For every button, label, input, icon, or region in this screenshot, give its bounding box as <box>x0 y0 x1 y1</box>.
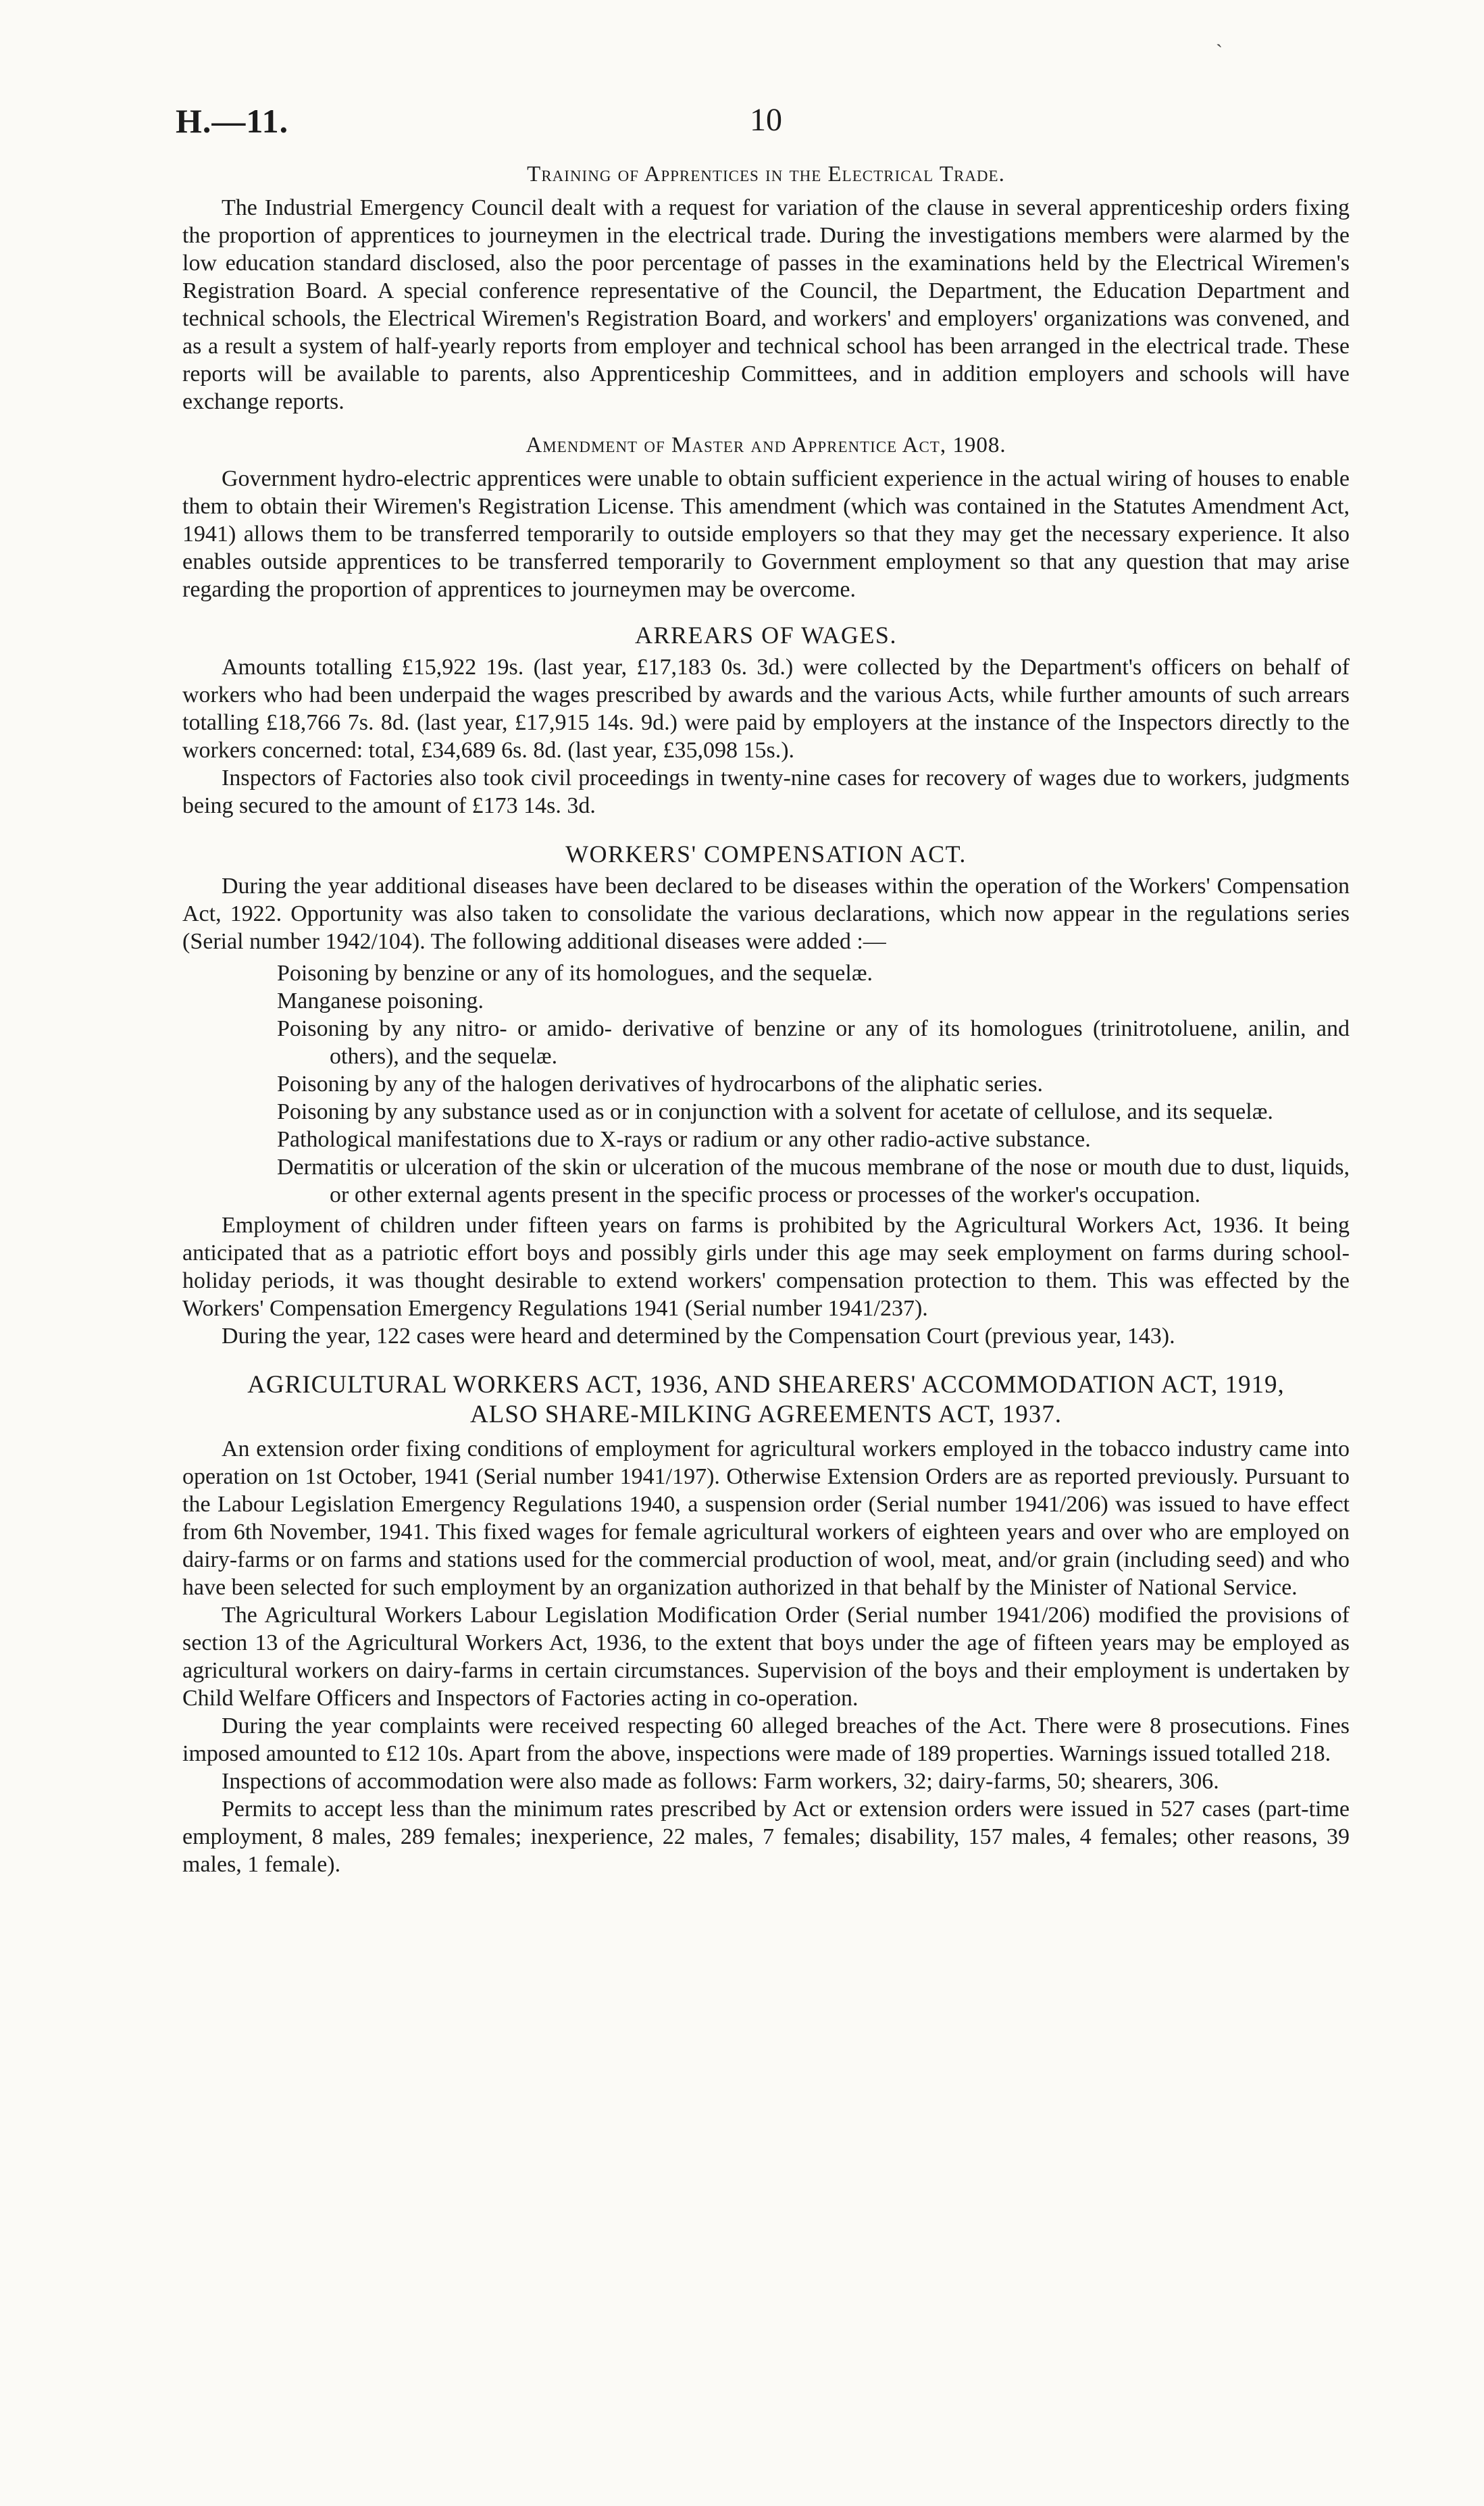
section-heading-compensation: WORKERS' COMPENSATION ACT. <box>565 841 967 868</box>
paragraph: Permits to accept less than the minimum rates prescribed by Act or extension orders were issued in 527 cases (part-time employment, 8 males, 289 females; inexperience, 22 males, 7 females; disability, 157 males, 4 females; other reasons, 39 males, 1 female). <box>182 1797 1350 1877</box>
paragraph: The Industrial Emergency Council dealt with a request for variation of the clause in several apprenticeship orders fixing the proportion of apprentices to journeymen in the electrical trade. During the investigations members were alarmed by the low education standard disclosed, also the poor percentage of passes in the examinations held by the Electrical Wiremen's Registration Board. A special conference representative of the Council, the Department, the Education Department and technical schools, the Electrical Wiremen's Registration Board, and workers' and employers' organizations was convened, and as a result a system of half-yearly reports from employer and technical school has been arranged in the electrical trade. These reports will be available to parents, also Apprenticeship Committees, and in addition employers and schools will have exchange reports. <box>182 195 1350 414</box>
paragraph: Government hydro-electric apprentices were unable to obtain sufficient experience in the actual wiring of houses to enable them to obtain their Wiremen's Registration License. This amendment (which was contained in the Statutes Amendment Act, 1941) allows them to be transferred temporarily to outside employers so that they may get the necessary experience. It also enables outside apprentices to be transferred temporarily to Government employment so that any question that may arise regarding the proportion of apprentices to journeymen may be overcome. <box>182 466 1350 602</box>
disease-list <box>182 959 1350 1209</box>
paragraph: Employment of children under fifteen years on farms is prohibited by the Agricultural Workers Act, 1936. It being anticipated that as a patriotic effort boys and possibly girls under this age may seek employment on farms during school-holiday periods, it was thought desirable to extend workers' compensation protection to them. This was effected by the Workers' Compensation Emergency Regulations 1941 (Serial number 1941/237). <box>182 1213 1350 1321</box>
paragraph: During the year additional diseases have been declared to be diseases within the operation of the Workers' Compensation Act, 1922. Opportunity was also taken to consolidate the various declarations, which now appear in the regulations series (Serial number 1942/104). The following additional diseases were added :— <box>182 874 1350 954</box>
list-item: Poisoning by any nitro- or amido- derivative of benzine or any of its homologues (trinitrotoluene, anilin, and others), and the sequelæ. <box>277 1016 1350 1069</box>
list-item: Pathological manifestations due to X-rays or radium or any other radio-active substance. <box>277 1127 1091 1152</box>
section-heading-apprentices: Training of Apprentices in the Electrical Trade. <box>527 162 1005 186</box>
document-page <box>176 101 1350 1878</box>
section-heading-arrears: ARREARS OF WAGES. <box>635 622 897 649</box>
paragraph: During the year, 122 cases were heard and determined by the Compensation Court (previous year, 143). <box>222 1324 1175 1349</box>
paragraph: The Agricultural Workers Labour Legislation Modification Order (Serial number 1941/206) modified the provisions of section 13 of the Agricultural Workers Act, 1936, to the extent that boys under the age of fifteen years may be employed as agricultural workers on dairy-farms in certain circumstances. Supervision of the boys and their employment is undertaken by Child Welfare Officers and Inspectors of Factories acting in co-operation. <box>182 1603 1350 1711</box>
paragraph: An extension order fixing conditions of employment for agricultural workers employed in the tobacco industry came into operation on 1st October, 1941 (Serial number 1941/197). Otherwise Extension Orders are as reported previously. Pursuant to the Labour Legislation Emergency Regulations 1940, a suspension order (Serial number 1941/206) was issued to have effect from 6th November, 1941. This fixed wages for female agricultural workers of eighteen years and over who are employed on dairy-farms or on farms and stations used for the commercial production of wool, meat, and/or grain (including seed) and who have been selected for such employment by an organization authorized in that behalf by the Minister of National Service. <box>182 1436 1350 1600</box>
list-item: Dermatitis or ulceration of the skin or ulceration of the mucous membrane of the nose or mouth due to dust, liquids, or other external agents present in the specific process or processes of the worker's occupation. <box>277 1155 1350 1207</box>
paragraph: Inspections of accommodation were also made as follows: Farm workers, 32; dairy-farms, 50; shearers, 306. <box>222 1769 1219 1794</box>
page-header <box>176 101 1350 162</box>
list-item: Poisoning by any of the halogen derivatives of hydrocarbons of the aliphatic series. <box>277 1072 1043 1097</box>
paragraph: During the year complaints were received respecting 60 alleged breaches of the Act. There were 8 prosecutions. Fines imposed amounted to £12 10s. Apart from the above, inspections were made of 189 properties. Warnings issued totalled 218. <box>182 1713 1350 1766</box>
scan-mark: ˋ <box>1216 41 1223 63</box>
section-heading-amendment: Amendment of Master and Apprentice Act, 1908. <box>526 433 1006 457</box>
section-heading-agricultural <box>182 1370 1350 1430</box>
heading-line: ALSO SHARE-MILKING AGREEMENTS ACT, 1937. <box>470 1401 1062 1428</box>
heading-line: AGRICULTURAL WORKERS ACT, 1936, AND SHEARERS' ACCOMMODATION ACT, 1919, <box>247 1371 1285 1399</box>
list-item: Manganese poisoning. <box>277 988 484 1013</box>
paragraph: Inspectors of Factories also took civil proceedings in twenty-nine cases for recovery of wages due to workers, judgments being secured to the amount of £173 14s. 3d. <box>182 766 1350 818</box>
list-item: Poisoning by benzine or any of its homologues, and the sequelæ. <box>277 961 873 986</box>
page-number: 10 <box>750 102 782 138</box>
document-reference: H.—11. <box>176 102 289 140</box>
list-item: Poisoning by any substance used as or in conjunction with a solvent for acetate of cellulose, and its sequelæ. <box>277 1099 1273 1124</box>
paragraph: Amounts totalling £15,922 19s. (last year, £17,183 0s. 3d.) were collected by the Department's officers on behalf of workers who had been underpaid the wages prescribed by awards and the various Acts, while further amounts of such arrears totalling £18,766 7s. 8d. (last year, £17,915 14s. 9d.) were paid by employers at the instance of the Inspectors directly to the workers concerned: total, £34,689 6s. 8d. (last year, £35,098 15s.). <box>182 655 1350 763</box>
